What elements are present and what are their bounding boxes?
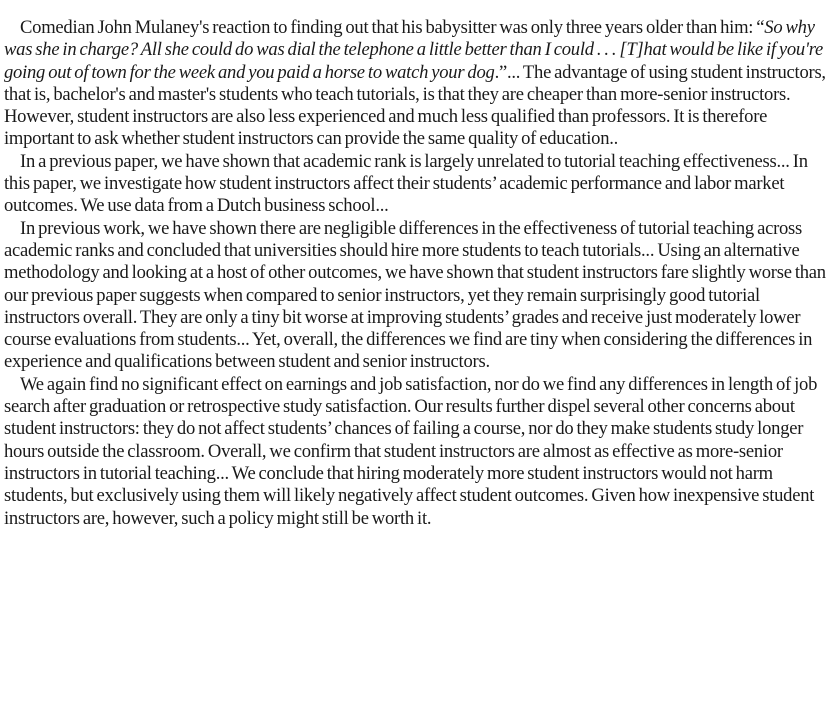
- paragraph-1-rest: .”... The advantage of using student instructors, that is, bachelor's and master's students who teach tutorials, is that they are cheaper than more-senior instructors. However, student instructors are also less experienced and much less qualified than professors. It is therefore important to ask whether student instructors can provide the same quality of education..: [4, 61, 826, 150]
- mulaney-quote: So why was she in charge? All she could do was dial the telephone a little better than I could . . . [T]hat would be like if you're going out of town for the week and you paid a horse to watch your dog: [4, 17, 824, 83]
- paragraph-1: [4, 17, 827, 151]
- paragraph-4: We again find no significant effect on earnings and job satisfaction, nor do we find any differences in length of job search after graduation or retrospective study satisfaction. Our results further dispel several other concerns about student instructors: they do not affect students’ chances of failing a course, nor do they make students study longer hours outside the classroom. Overall, we confirm that student instructors are almost as effective as more-senior instructors in tutorial teaching... We conclude that hiring moderately more student instructors would not harm students, but exclusively using them will likely negatively affect student outcomes. Given how inexpensive student instructors are, however, such a policy might still be worth it.: [4, 373, 818, 529]
- paragraph-3: In previous work, we have shown there are negligible differences in the effectiveness of tutorial teaching across academic ranks and concluded that universities should hire more students to teach tutorials... Using an alternative methodology and looking at a host of other outcomes, we have shown that student instructors fare slightly worse than our previous paper suggests when compared to senior instructors, yet they remain surprisingly good tutorial instructors overall. They are only a tiny bit worse at improving students’ grades and receive just moderately lower course evaluations from students... Yet, overall, the differences we find are tiny when considering the differences in experience and qualifications between student and senior instructors.: [4, 217, 826, 373]
- paragraph-1-lead: Comedian John Mulaney's reaction to finding out that his babysitter was only three years older than him: “: [20, 17, 765, 38]
- paragraph-2: In a previous paper, we have shown that academic rank is largely unrelated to tutorial teaching effectiveness... In this paper, we investigate how student instructors affect their students’ academic performance and labor market outcomes. We use data from a Dutch business school...: [4, 150, 808, 217]
